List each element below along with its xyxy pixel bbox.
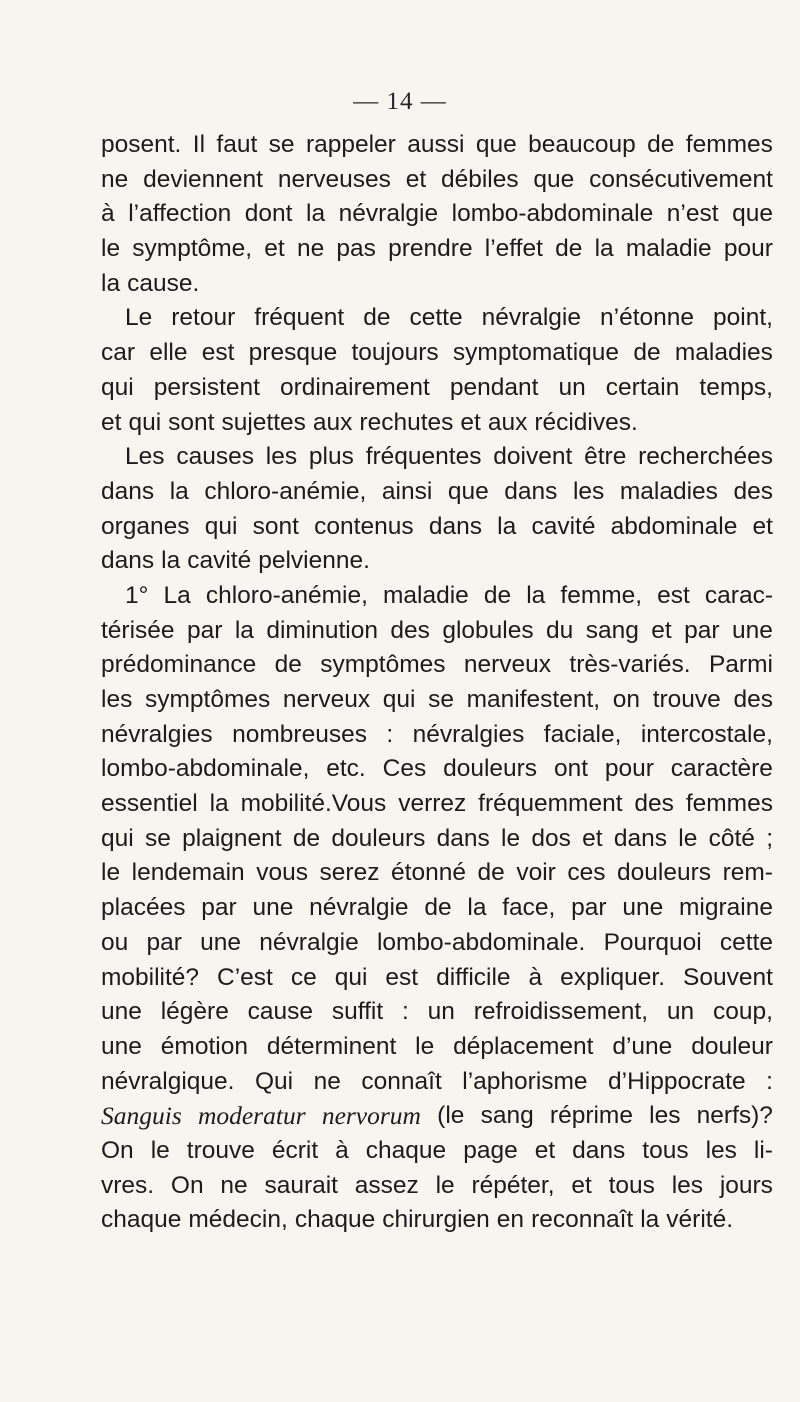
text-line: vres. On ne saurait assez le répéter, et tous les jours — [101, 1171, 773, 1199]
text-line: car elle est presque toujours symptomatique de maladies — [101, 339, 773, 367]
text-line: Sanguis moderatur nervorum (le sang réprime les nerfs)? — [101, 1101, 773, 1131]
text-line: prédominance de symptômes nerveux très-variés. Parmi — [101, 651, 773, 679]
text-line: le lendemain vous serez étonné de voir ces douleurs rem- — [101, 859, 773, 887]
text-line: ne deviennent nerveuses et débiles que consécutivement — [101, 165, 773, 193]
text-line: On le trouve écrit à chaque page et dans tous les li- — [101, 1136, 773, 1164]
text-line: térisée par la diminution des globules du sang et par une — [101, 616, 773, 644]
text-line: ou par une névralgie lombo-abdominale. Pourquoi cette — [101, 928, 773, 956]
text-line: Le retour fréquent de cette névralgie n’étonne point, — [125, 304, 773, 332]
text-line: placées par une névralgie de la face, par une migraine — [101, 894, 773, 922]
text-line: qui se plaignent de douleurs dans le dos et dans le côté ; — [101, 824, 773, 852]
body-text — [101, 128, 773, 1238]
text-line: à l’affection dont la névralgie lombo-abdominale n’est que — [101, 200, 773, 228]
text-line: dans la cavité pelvienne. — [101, 547, 370, 575]
text-line: organes qui sont contenus dans la cavité abdominale et — [101, 512, 773, 540]
text-line: et qui sont sujettes aux rechutes et aux récidives. — [101, 408, 638, 436]
text-line: névralgies nombreuses : névralgies faciale, intercostale, — [101, 720, 773, 748]
page-number: — 14 — — [353, 88, 447, 115]
text-line: mobilité? C’est ce qui est difficile à expliquer. Souvent — [101, 963, 773, 991]
text-line: lombo-abdominale, etc. Ces douleurs ont pour caractère — [101, 755, 773, 783]
text-line: posent. Il faut se rappeler aussi que beaucoup de femmes — [101, 131, 773, 158]
text-line: le symptôme, et ne pas prendre l’effet de la maladie pour — [101, 235, 773, 263]
text-line: une émotion déterminent le déplacement d’une douleur — [101, 1032, 773, 1060]
text-line: la cause. — [101, 269, 200, 297]
text-line: 1° La chloro-anémie, maladie de la femme, est carac- — [125, 581, 773, 609]
text-line: névralgique. Qui ne connaît l’aphorisme d’Hippocrate : — [101, 1067, 773, 1095]
text-line: qui persistent ordinairement pendant un certain temps, — [101, 373, 773, 401]
text-line: les symptômes nerveux qui se manifestent, on trouve des — [101, 686, 773, 713]
text-line: dans la chloro-anémie, ainsi que dans les maladies des — [101, 477, 773, 505]
text-line: une légère cause suffit : un refroidissement, un coup, — [101, 998, 773, 1026]
text-line: essentiel la mobilité.Vous verrez fréquemment des femmes — [101, 790, 773, 818]
text-line: chaque médecin, chaque chirurgien en reconnaît la vérité. — [101, 1206, 734, 1234]
text-line: Les causes les plus fréquentes doivent être recherchées — [125, 443, 773, 471]
